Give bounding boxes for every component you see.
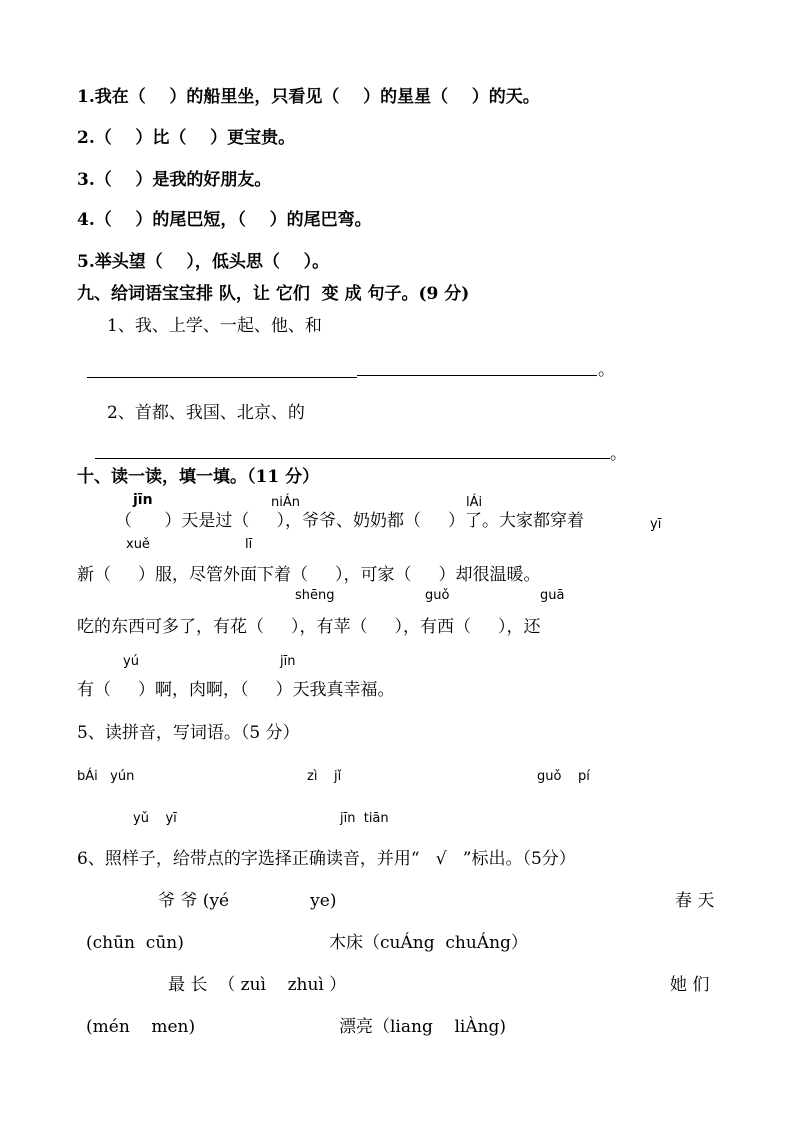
answer-line-1a [87,377,357,378]
pinyin-jin-1: jīn [133,492,153,508]
example-yeye: 爷 爷 (yé ye) [158,891,337,911]
pinyin-word-yuyi: yǔ yī [133,811,177,826]
pinyin-guo: guǒ [425,588,450,603]
section-9-title: 九、给词语宝宝排 队，让 它们 变 成 句子。(9 分) [77,284,470,304]
word-muchuang: 木床（cuÁng chuÁng） [329,933,528,953]
pinyin-xue: xuě [126,537,150,552]
section-6-title: 6、照样子，给带点的字选择正确读音，并用“ √ ”标出。（5分） [77,849,576,869]
question-3: 3.（ ）是我的好朋友。 [77,170,272,190]
pinyin-word-guopi: guǒ pí [537,769,590,784]
pinyin-yu: yú [123,654,139,669]
options-tamen: (mén men) [86,1017,196,1037]
reading-line-3: 吃的东西可多了，有花（ ），有苹（ ），有西（ ），还 [77,617,541,637]
answer-line-2-end: 。 [610,444,627,464]
question-5: 5.举头望（ ），低头思（ ）。 [77,252,330,272]
section-9-item-1: 1、我、上学、一起、他、和 [107,316,322,336]
pinyin-word-jintian: jīn tiān [340,811,389,826]
answer-line-2 [95,458,610,459]
word-zuizhang: 最 长 （ zuì zhuì ） [168,975,347,995]
pinyin-yi: yī [650,517,662,532]
answer-line-1-end: 。 [598,360,615,380]
answer-line-1b [357,375,597,376]
reading-line-1: （ ）天是过（ ），爷爷、奶奶都（ ）了。大家都穿着 [115,511,584,531]
question-1: 1.我在（ ）的船里坐，只看见（ ）的星星（ ）的天。 [77,87,540,107]
word-piaoliang: 漂亮（liang liÀng) [339,1017,507,1037]
pinyin-word-ziji: zì jǐ [307,769,342,784]
word-tamen: 她 们 [670,975,710,995]
reading-line-4: 有（ ）啊，肉啊，（ ）天我真幸福。 [77,680,395,700]
pinyin-li: lī [245,537,253,552]
pinyin-lai: lÁi [466,495,483,510]
section-9-item-2: 2、首都、我国、北京、的 [107,403,305,423]
pinyin-gua: guā [540,588,565,603]
options-chuntian: (chūn cūn) [86,933,184,953]
section-5-title: 5、读拼音，写词语。（5 分） [77,723,300,743]
pinyin-jin-2: jīn [280,654,296,669]
pinyin-sheng: shēng [295,588,335,603]
question-4: 4.（ ）的尾巴短，（ ）的尾巴弯。 [77,210,372,230]
question-2: 2.（ ）比（ ）更宝贵。 [77,128,296,148]
word-chuntian: 春 天 [675,891,715,911]
reading-line-2: 新（ ）服，尽管外面下着（ ），可家（ ）却很温暖。 [77,565,541,585]
section-10-title: 十、读一读，填一填。（11 分） [77,467,320,487]
pinyin-word-baiyun: bÁi yún [77,769,135,784]
pinyin-nian: niÁn [271,495,300,510]
